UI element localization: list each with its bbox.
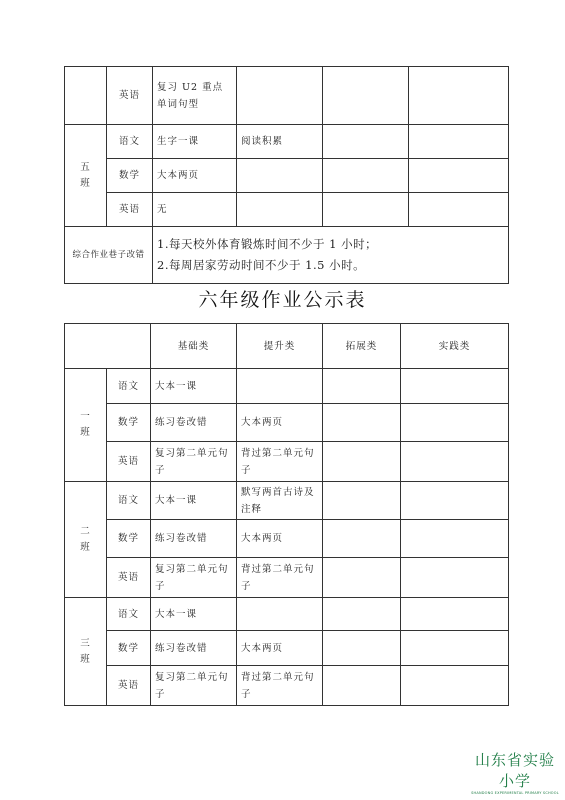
- extend-cell: [323, 482, 401, 520]
- class-cell: [65, 67, 107, 125]
- practice-cell: [401, 369, 509, 404]
- practice-cell: [401, 442, 509, 482]
- homework-table-top: [64, 66, 509, 284]
- homework-table-grade6: [64, 323, 509, 706]
- practice-cell: [401, 482, 509, 520]
- logo-text-en: SHANDONG EXPERIMENTAL PRIMARY SCHOOL: [471, 791, 559, 795]
- extend-cell: [323, 404, 401, 442]
- subject-cell: 语文: [107, 482, 151, 520]
- subject-cell: 语文: [107, 598, 151, 631]
- table-row: [65, 67, 509, 125]
- basic-cell: 大本一课: [151, 369, 237, 404]
- table-row: [65, 125, 509, 159]
- extend-cell: [323, 125, 409, 159]
- note-line: 2.每周居家劳动时间不少于 1.5 小时。: [157, 258, 366, 272]
- table-row: [65, 666, 509, 706]
- header-extend: 拓展类: [323, 324, 401, 369]
- subject-cell: 数学: [107, 404, 151, 442]
- practice-cell: [401, 404, 509, 442]
- improve-cell: 背过第二单元句子: [237, 558, 323, 598]
- table-row: [65, 227, 509, 284]
- subject-cell: 语文: [107, 369, 151, 404]
- summary-notes: [153, 227, 509, 284]
- subject-cell: 英语: [107, 193, 153, 227]
- table-row: [65, 369, 509, 404]
- subject-cell: 英语: [107, 442, 151, 482]
- improve-cell: 阅读积累: [237, 125, 323, 159]
- basic-cell: 复习第二单元句子: [151, 558, 237, 598]
- practice-cell: [401, 520, 509, 558]
- table-row: [65, 558, 509, 598]
- class-name-cell: 二班: [65, 482, 107, 598]
- improve-cell: 大本两页: [237, 520, 323, 558]
- subject-cell: 数学: [107, 631, 151, 666]
- school-logo: [470, 749, 560, 795]
- practice-cell: [401, 598, 509, 631]
- practice-cell: [409, 67, 509, 125]
- extend-cell: [323, 666, 401, 706]
- table-row: [65, 404, 509, 442]
- class-name-cell: 三班: [65, 598, 107, 706]
- table-row: [65, 520, 509, 558]
- improve-cell: 默写两首古诗及注释: [237, 482, 323, 520]
- extend-cell: [323, 598, 401, 631]
- basic-cell: 大本一课: [151, 598, 237, 631]
- basic-cell: 大本两页: [153, 159, 237, 193]
- header-practice: 实践类: [401, 324, 509, 369]
- table-row: [65, 159, 509, 193]
- practice-cell: [401, 558, 509, 598]
- improve-cell: [237, 193, 323, 227]
- extend-cell: [323, 193, 409, 227]
- improve-cell: 大本两页: [237, 404, 323, 442]
- basic-cell: 练习卷改错: [151, 520, 237, 558]
- basic-cell: 练习卷改错: [151, 631, 237, 666]
- practice-cell: [409, 125, 509, 159]
- improve-cell: [237, 159, 323, 193]
- subject-cell: 语文: [107, 125, 153, 159]
- improve-cell: [237, 369, 323, 404]
- basic-cell: 复习第二单元句子: [151, 666, 237, 706]
- extend-cell: [323, 67, 409, 125]
- basic-cell: 生字一课: [153, 125, 237, 159]
- class-name-cell: 一班: [65, 369, 107, 482]
- improve-cell: [237, 598, 323, 631]
- practice-cell: [401, 666, 509, 706]
- practice-cell: [409, 193, 509, 227]
- subject-cell: 英语: [107, 558, 151, 598]
- header-row: [65, 324, 509, 369]
- table-row: [65, 631, 509, 666]
- header-improve: 提升类: [237, 324, 323, 369]
- summary-label: 综合作业巷子改错: [65, 227, 153, 284]
- extend-cell: [323, 558, 401, 598]
- subject-cell: 数学: [107, 520, 151, 558]
- table-row: [65, 193, 509, 227]
- subject-cell: 英语: [107, 67, 153, 125]
- improve-cell: [237, 67, 323, 125]
- improve-cell: 大本两页: [237, 631, 323, 666]
- improve-cell: 背过第二单元句子: [237, 442, 323, 482]
- extend-cell: [323, 442, 401, 482]
- table-row: [65, 442, 509, 482]
- improve-cell: 背过第二单元句子: [237, 666, 323, 706]
- header-corner: [65, 324, 151, 369]
- note-line: 1.每天校外体育锻炼时间不少于 1 小时；: [157, 237, 378, 251]
- class-name-cell: 五班: [65, 125, 107, 227]
- logo-text-cn: 山东省实验小学: [474, 751, 555, 790]
- table-row: [65, 598, 509, 631]
- extend-cell: [323, 369, 401, 404]
- basic-cell: 无: [153, 193, 237, 227]
- extend-cell: [323, 159, 409, 193]
- page-title: 六年级作业公示表: [198, 289, 367, 311]
- subject-cell: 数学: [107, 159, 153, 193]
- extend-cell: [323, 631, 401, 666]
- basic-cell: 大本一课: [151, 482, 237, 520]
- extend-cell: [323, 520, 401, 558]
- practice-cell: [401, 631, 509, 666]
- header-basic: 基础类: [151, 324, 237, 369]
- basic-cell: 练习卷改错: [151, 404, 237, 442]
- subject-cell: 英语: [107, 666, 151, 706]
- basic-cell: 复习 U2 重点单词句型: [153, 67, 237, 125]
- table-row: [65, 482, 509, 520]
- practice-cell: [409, 159, 509, 193]
- basic-cell: 复习第二单元句子: [151, 442, 237, 482]
